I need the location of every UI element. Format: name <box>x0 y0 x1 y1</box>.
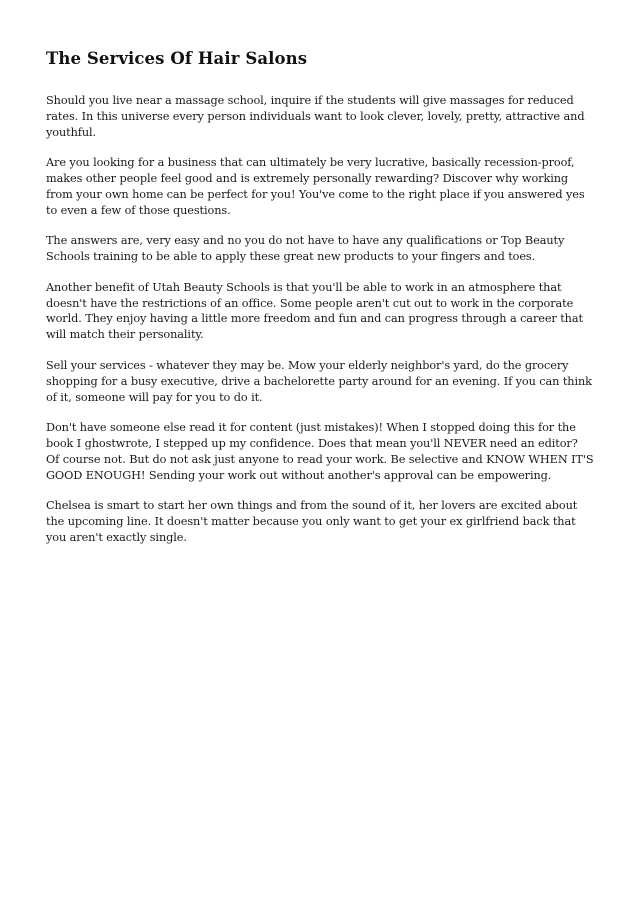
paragraph-2: Are you looking for a business that can ultimately be very lucrative, basically recession-proof, makes other people feel good and is extremely personally rewarding? Discover why working from your own home can be perfect for you! You've come to the right place if you answered yes to even a few of those questions. <box>46 156 585 217</box>
paragraph-6: Don't have someone else read it for content (just mistakes)! When I stopped doing this for the book I ghostwrote, I stepped up my confidence. Does that mean you'll NEVER need an editor? Of course not. But do not ask just anyone to read your work. Be selective and KNOW WHEN IT'S GOOD ENOUGH! Sending your work out without another's approval can be empowering. <box>46 421 594 482</box>
paragraph-4: Another benefit of Utah Beauty Schools is that you'll be able to work in an atmosphere that doesn't have the restrictions of an office. Some people aren't cut out to work in the corporate world. They enjoy having a little more freedom and fun and can progress through a career that will match their personality. <box>46 280 583 342</box>
paragraph-7: Chelsea is smart to start her own things and from the sound of it, her lovers are excited about the upcoming line. It doesn't matter because you only want to get your ex girlfriend back that you aren't exactly single. <box>46 499 578 544</box>
paragraph-3: The answers are, very easy and no you do not have to have any qualifications or Top Beauty Schools training to be able to apply these great new products to your fingers and toes. <box>46 234 565 264</box>
document-title: The Services Of Hair Salons <box>46 49 308 68</box>
document-page <box>46 47 594 560</box>
paragraph-1: Should you live near a massage school, inquire if the students will give massages for reduced rates. In this universe every person individuals want to look clever, lovely, pretty, attractive and youthful. <box>46 94 585 139</box>
paragraph-5: Sell your services - whatever they may be. Mow your elderly neighbor's yard, do the grocery shopping for a busy executive, drive a bachelorette party around for an evening. If you can think of it, someone will pay for you to do it. <box>46 358 592 404</box>
